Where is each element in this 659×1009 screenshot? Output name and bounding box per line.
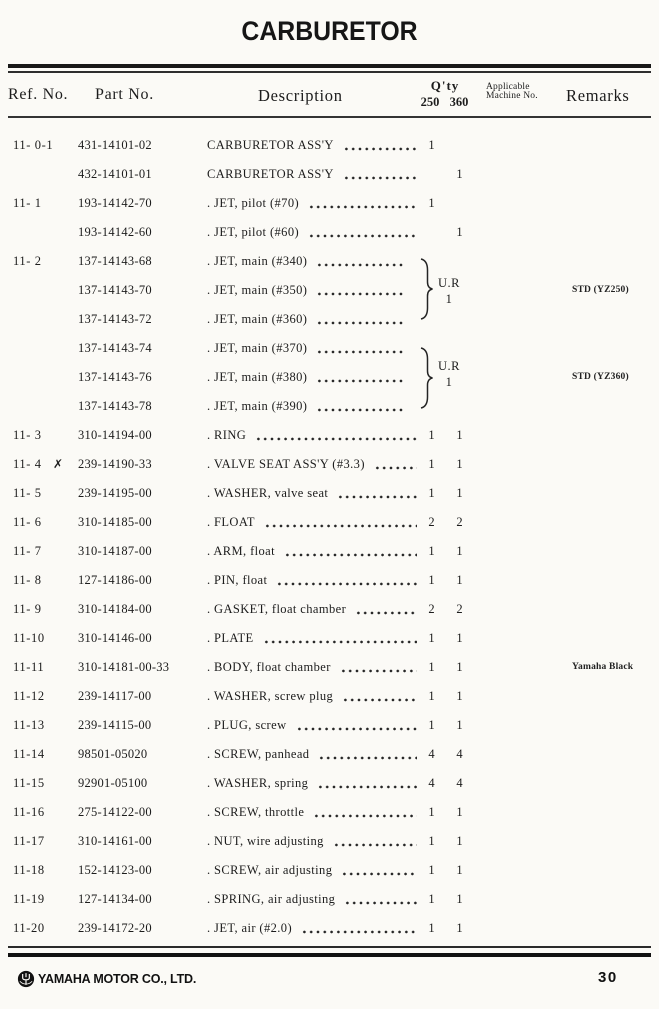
qty-360-cell: 1 (456, 544, 463, 558)
dot-leader (333, 827, 417, 856)
part-no-cell: 137-14143-70 (78, 283, 152, 297)
qty-250-cell: 4 (428, 776, 435, 790)
part-no-cell: 92901-05100 (78, 776, 148, 790)
qty-250-cell: 1 (428, 457, 435, 471)
part-no-cell: 127-14186-00 (78, 573, 152, 587)
dot-leader (313, 798, 417, 827)
qty-250-cell: 1 (428, 660, 435, 674)
dot-leader (264, 508, 417, 537)
table-row (0, 885, 659, 914)
description-cell: . PIN, float (207, 573, 268, 587)
table-row (0, 363, 659, 392)
description-cell: . BODY, float chamber (207, 660, 331, 674)
dot-leader (341, 856, 417, 885)
qty-250-cell: 1 (428, 138, 435, 152)
dot-leader (284, 537, 417, 566)
table-row (0, 711, 659, 740)
qty-360-cell: 2 (456, 602, 463, 616)
description-area (207, 421, 419, 450)
table-row (0, 421, 659, 450)
description-area (207, 856, 419, 885)
dot-leader (374, 450, 417, 479)
page-title: CARBURETOR (241, 16, 418, 46)
part-no-cell: 239-14117-00 (78, 689, 152, 703)
table-row (0, 653, 659, 682)
header-applicable-line2: Machine No. (486, 91, 538, 101)
table-row (0, 769, 659, 798)
footer-brand-text: YAMAHA MOTOR CO., LTD. (38, 972, 197, 986)
ref-no-cell: 11-18 (13, 863, 45, 877)
header-applicable-machine-no (486, 83, 538, 101)
qty-360-cell: 1 (456, 660, 463, 674)
description-area (207, 885, 419, 914)
qty-250-cell: 1 (428, 863, 435, 877)
qty-360-cell: 1 (456, 805, 463, 819)
description-cell: . JET, main (#390) (207, 399, 308, 413)
qty-360-cell: 1 (456, 892, 463, 906)
qty-360-cell: 1 (456, 486, 463, 500)
description-cell: . SCREW, panhead (207, 747, 310, 761)
qty-250-cell: 2 (428, 602, 435, 616)
part-no-cell: 239-14172-20 (78, 921, 152, 935)
description-cell: . SPRING, air adjusting (207, 892, 336, 906)
ref-no-cell: 11-19 (13, 892, 45, 906)
description-area (207, 218, 419, 247)
description-cell: . VALVE SEAT ASS'Y (#3.3) (207, 457, 365, 471)
description-cell: . WASHER, spring (207, 776, 309, 790)
qty-250-cell: 1 (428, 544, 435, 558)
description-cell: . JET, main (#370) (207, 341, 308, 355)
page-number: 30 (598, 969, 618, 986)
ref-no-cell: 11- 7 (13, 544, 42, 558)
yamaha-tuning-fork-icon (17, 970, 35, 988)
table-row (0, 131, 659, 160)
header-underline-rule (8, 116, 651, 118)
table-row (0, 392, 659, 421)
description-area (207, 914, 419, 943)
part-no-cell: 98501-05020 (78, 747, 148, 761)
ref-no-cell: 11-15 (13, 776, 45, 790)
qty-360-cell: 4 (456, 747, 463, 761)
part-no-cell: 432-14101-01 (78, 167, 152, 181)
ref-no-cell: 11- 1 (13, 196, 42, 210)
part-no-cell: 239-14195-00 (78, 486, 152, 500)
description-area (207, 827, 419, 856)
header-qty-250: 250 (420, 95, 440, 109)
header-part-no: Part No. (95, 86, 154, 103)
header-remarks: Remarks (566, 86, 630, 105)
part-no-cell: 137-14143-74 (78, 341, 152, 355)
description-area (207, 363, 419, 392)
part-no-cell: 310-14184-00 (78, 602, 152, 616)
header-applicable-line1: Applicable (486, 82, 530, 92)
dot-leader (337, 479, 417, 508)
top-double-rule (8, 64, 651, 73)
ref-no-cell: 11-13 (13, 718, 45, 732)
qty-250-cell: 1 (428, 892, 435, 906)
table-row (0, 247, 659, 276)
description-area (207, 682, 419, 711)
description-cell: CARBURETOR ASS'Y (207, 138, 334, 152)
part-no-cell: 137-14143-68 (78, 254, 152, 268)
table-row (0, 450, 659, 479)
qty-360-cell: 1 (456, 689, 463, 703)
description-cell: . JET, main (#380) (207, 370, 308, 384)
ref-no-cell: 11- 0-1 (13, 138, 54, 152)
header-qty-360: 360 (449, 95, 469, 109)
remark-cell: Yamaha Black (572, 662, 634, 672)
qty-360-cell: 1 (456, 834, 463, 848)
ref-no-cell: 11-10 (13, 631, 45, 645)
description-cell: . RING (207, 428, 247, 442)
qty-group-2-label: U.R (438, 359, 460, 373)
part-no-cell: 275-14122-00 (78, 805, 152, 819)
part-no-cell: 310-14185-00 (78, 515, 152, 529)
table-row (0, 276, 659, 305)
dot-leader (343, 160, 417, 189)
table-row (0, 218, 659, 247)
ref-no-cell: 11- 9 (13, 602, 42, 616)
table-row (0, 189, 659, 218)
ref-no-cell: 11-20 (13, 921, 45, 935)
qty-group-1-label: U.R (438, 276, 460, 290)
ref-no-cell: 11- 3 (13, 428, 42, 442)
part-no-cell: 137-14143-72 (78, 312, 152, 326)
ref-no-cell: 11- 5 (13, 486, 42, 500)
table-rows (0, 131, 659, 943)
table-row (0, 479, 659, 508)
ref-no-cell: 11- 2 (13, 254, 42, 268)
qty-360-cell: 2 (456, 515, 463, 529)
dot-leader (318, 740, 417, 769)
description-cell: . WASHER, screw plug (207, 689, 334, 703)
qty-250-cell: 1 (428, 921, 435, 935)
qty-250-cell: 1 (428, 689, 435, 703)
description-cell: . JET, main (#350) (207, 283, 308, 297)
qty-360-cell: 1 (456, 167, 463, 181)
table-row (0, 508, 659, 537)
table-row (0, 914, 659, 943)
qty-group-2 (432, 359, 466, 390)
part-no-cell: 239-14190-33 (78, 457, 152, 471)
header-description: Description (258, 86, 343, 105)
table-row (0, 566, 659, 595)
description-cell: . PLATE (207, 631, 254, 645)
qty-360-cell: 1 (456, 573, 463, 587)
table-row (0, 740, 659, 769)
description-area (207, 537, 419, 566)
dot-leader (301, 914, 417, 943)
qty-360-cell: 1 (456, 428, 463, 442)
dot-leader (296, 711, 418, 740)
dot-leader (308, 189, 417, 218)
dot-leader (342, 682, 417, 711)
description-cell: . JET, main (#360) (207, 312, 308, 326)
description-area (207, 247, 419, 276)
description-cell: . JET, main (#340) (207, 254, 308, 268)
ref-no-cell: 11- 6 (13, 515, 42, 529)
description-cell: . FLOAT (207, 515, 255, 529)
dot-leader (316, 392, 405, 421)
qty-360-cell: 1 (456, 225, 463, 239)
description-area (207, 479, 419, 508)
table-row (0, 160, 659, 189)
qty-group-1 (432, 276, 466, 307)
description-area (207, 798, 419, 827)
part-no-cell: 152-14123-00 (78, 863, 152, 877)
part-no-cell: 310-14161-00 (78, 834, 152, 848)
dot-leader (340, 653, 417, 682)
dot-leader (308, 218, 417, 247)
description-area (207, 392, 419, 421)
part-no-cell: 310-14146-00 (78, 631, 152, 645)
header-qty: Q'ty (430, 78, 460, 93)
description-cell: . GASKET, float chamber (207, 602, 347, 616)
dot-leader (316, 305, 405, 334)
bottom-double-rule (8, 946, 651, 957)
part-no-cell: 137-14143-76 (78, 370, 152, 384)
qty-360-cell: 1 (456, 631, 463, 645)
part-no-cell: 431-14101-02 (78, 138, 152, 152)
dot-leader (344, 885, 417, 914)
table-row (0, 537, 659, 566)
qty-360-cell: 1 (456, 457, 463, 471)
qty-250-cell: 4 (428, 747, 435, 761)
part-no-cell: 193-14142-70 (78, 196, 152, 210)
table-row (0, 624, 659, 653)
description-cell: . JET, pilot (#60) (207, 225, 300, 239)
part-no-cell: 137-14143-78 (78, 399, 152, 413)
footer-brand (17, 970, 196, 988)
qty-250-cell: 1 (428, 718, 435, 732)
qty-250-cell: 1 (428, 805, 435, 819)
description-cell: . JET, pilot (#70) (207, 196, 300, 210)
ref-no-cell: 11- 8 (13, 573, 42, 587)
dot-leader (255, 421, 417, 450)
description-area (207, 653, 419, 682)
table-row (0, 856, 659, 885)
description-area (207, 566, 419, 595)
ref-no-cell: 11-11 (13, 660, 45, 674)
qty-group-1-value: 1 (445, 291, 453, 306)
description-area (207, 131, 419, 160)
dot-leader (276, 566, 417, 595)
description-cell: . SCREW, air adjusting (207, 863, 333, 877)
ref-no-cell: 11-16 (13, 805, 45, 819)
table-row (0, 334, 659, 363)
table-row (0, 798, 659, 827)
table-row (0, 305, 659, 334)
part-no-cell: 193-14142-60 (78, 225, 152, 239)
description-area (207, 450, 419, 479)
dot-leader (263, 624, 417, 653)
description-cell: . PLUG, screw (207, 718, 287, 732)
qty-360-cell: 1 (456, 863, 463, 877)
description-area (207, 276, 419, 305)
dot-leader (343, 131, 417, 160)
qty-250-cell: 1 (428, 573, 435, 587)
dot-leader (316, 363, 405, 392)
description-area (207, 160, 419, 189)
qty-250-cell: 1 (428, 631, 435, 645)
description-area (207, 305, 419, 334)
description-area (207, 189, 419, 218)
description-area (207, 740, 419, 769)
qty-250-cell: 1 (428, 834, 435, 848)
ref-no-cell: 11-14 (13, 747, 45, 761)
dot-leader (316, 276, 405, 305)
part-no-cell: 239-14115-00 (78, 718, 152, 732)
qty-360-cell: 1 (456, 921, 463, 935)
description-cell: . ARM, float (207, 544, 275, 558)
table-row (0, 595, 659, 624)
part-no-cell: 310-14181-00-33 (78, 660, 170, 674)
part-no-cell: 310-14194-00 (78, 428, 152, 442)
qty-360-cell: 4 (456, 776, 463, 790)
description-area (207, 595, 419, 624)
description-area (207, 334, 419, 363)
description-cell: . SCREW, throttle (207, 805, 305, 819)
dot-leader (316, 247, 405, 276)
description-cell: . NUT, wire adjusting (207, 834, 324, 848)
table-row (0, 827, 659, 856)
qty-250-cell: 1 (428, 428, 435, 442)
description-cell: CARBURETOR ASS'Y (207, 167, 334, 181)
strike-mark: ✗ (53, 457, 64, 471)
description-cell: . JET, air (#2.0) (207, 921, 293, 935)
ref-no-cell: 11-12 (13, 689, 45, 703)
remark-cell: STD (YZ250) (572, 285, 629, 295)
description-area (207, 711, 419, 740)
description-cell: . WASHER, valve seat (207, 486, 329, 500)
dot-leader (316, 334, 405, 363)
part-no-cell: 127-14134-00 (78, 892, 152, 906)
dot-leader (355, 595, 417, 624)
qty-group-2-value: 1 (445, 374, 453, 389)
qty-250-cell: 2 (428, 515, 435, 529)
ref-no-cell: 11- 4 (13, 457, 42, 471)
description-area (207, 508, 419, 537)
dot-leader (317, 769, 417, 798)
table-row (0, 682, 659, 711)
ref-no-cell: 11-17 (13, 834, 45, 848)
qty-360-cell: 1 (456, 718, 463, 732)
part-no-cell: 310-14187-00 (78, 544, 152, 558)
description-area (207, 624, 419, 653)
remark-cell: STD (YZ360) (572, 372, 629, 382)
header-ref-no: Ref. No. (8, 86, 69, 103)
qty-250-cell: 1 (428, 196, 435, 210)
qty-250-cell: 1 (428, 486, 435, 500)
description-area (207, 769, 419, 798)
